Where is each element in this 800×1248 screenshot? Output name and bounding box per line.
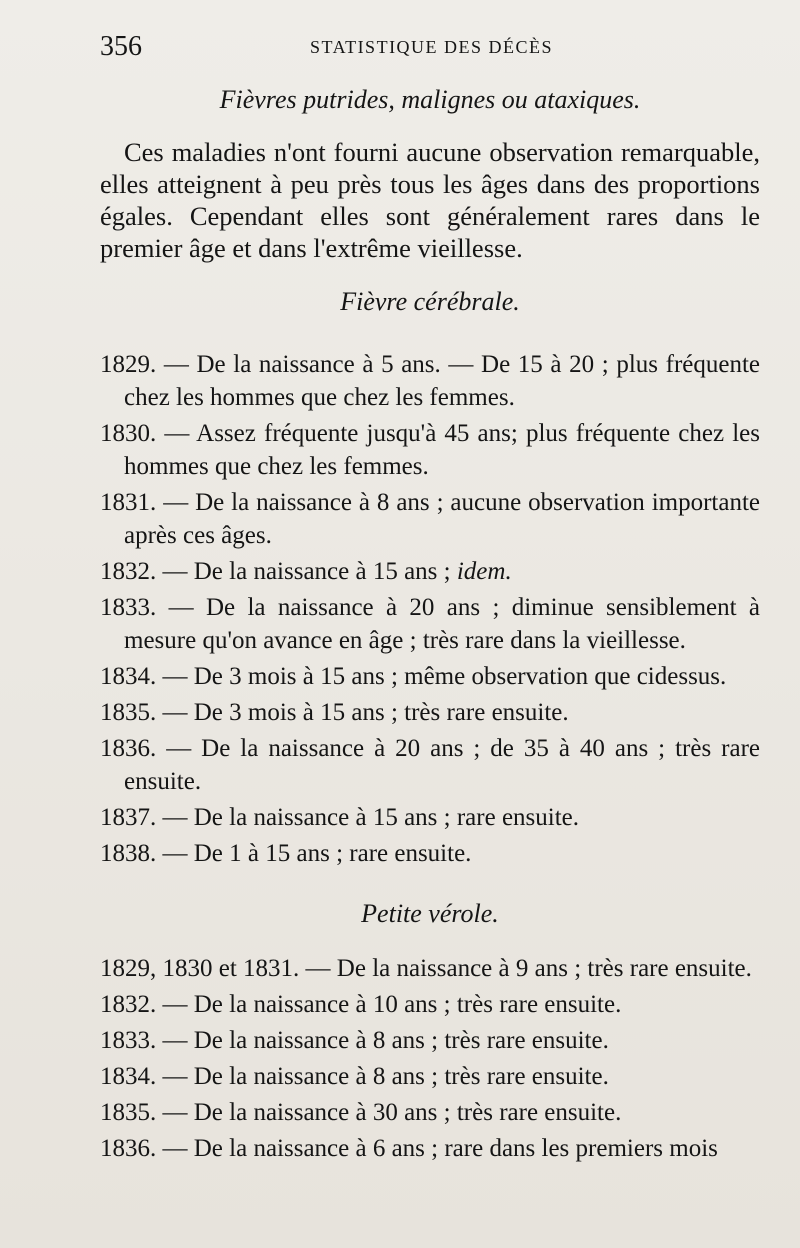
list-item: 1835. — De 3 mois à 15 ans ; très rare ensuite.	[100, 699, 569, 726]
list-item: 1835. — De la naissance à 30 ans ; très rare ensuite.	[100, 1099, 622, 1126]
list-item: 1834. — De la naissance à 8 ans ; très rare ensuite.	[100, 1063, 609, 1090]
list-item: 1838. — De 1 à 15 ans ; rare ensuite.	[100, 840, 472, 867]
list-item: 1833. — De la naissance à 20 ans ; diminue sensiblement à mesure qu'on avance en âge ; très rare dans la vieillesse.	[100, 594, 760, 654]
paragraph-fievres: Ces maladies n'ont fourni aucune observation remarquable, elles atteignent à peu près tous les âges dans des proportions égales. Cependant elles sont généralement rares dans le premier âge et dans l'extrême vieillesse.	[100, 137, 760, 263]
page-body	[100, 82, 760, 1168]
page-number: 356	[100, 31, 142, 62]
list-item: 1832. — De la naissance à 15 ans ; idem.	[100, 558, 512, 585]
entry-list-petite-verole	[100, 952, 760, 1165]
list-item: 1834. — De 3 mois à 15 ans ; même observation que cidessus.	[100, 663, 727, 690]
running-title: STATISTIQUE DES DÉCÈS	[310, 37, 554, 57]
list-item: 1829, 1830 et 1831. — De la naissance à 9 ans ; très rare ensuite.	[100, 955, 752, 982]
list-item: 1833. — De la naissance à 8 ans ; très rare ensuite.	[100, 1027, 609, 1054]
list-item: 1832. — De la naissance à 10 ans ; très rare ensuite.	[100, 991, 622, 1018]
list-item: 1837. — De la naissance à 15 ans ; rare ensuite.	[100, 804, 580, 831]
list-item: 1836. — De la naissance à 6 ans ; rare dans les premiers mois	[100, 1135, 718, 1162]
page-header	[100, 30, 760, 64]
list-item: 1831. — De la naissance à 8 ans ; aucune observation importante après ces âges.	[100, 489, 761, 549]
section-title-petite-verole: Petite vérole.	[361, 899, 499, 928]
list-item: 1830. — Assez fréquente jusqu'à 45 ans; plus fréquente chez les hommes que chez les femmes.	[100, 420, 760, 480]
list-item: 1836. — De la naissance à 20 ans ; de 35 à 40 ans ; très rare ensuite.	[100, 735, 760, 795]
section-title-fievres: Fièvres putrides, malignes ou ataxiques.	[219, 85, 641, 114]
entry-list-cerebrale	[100, 348, 760, 870]
section-title-cerebrale: Fièvre cérébrale.	[340, 287, 520, 316]
list-item: 1829. — De la naissance à 5 ans. — De 15 à 20 ; plus fréquente chez les hommes que chez les femmes.	[100, 351, 761, 411]
